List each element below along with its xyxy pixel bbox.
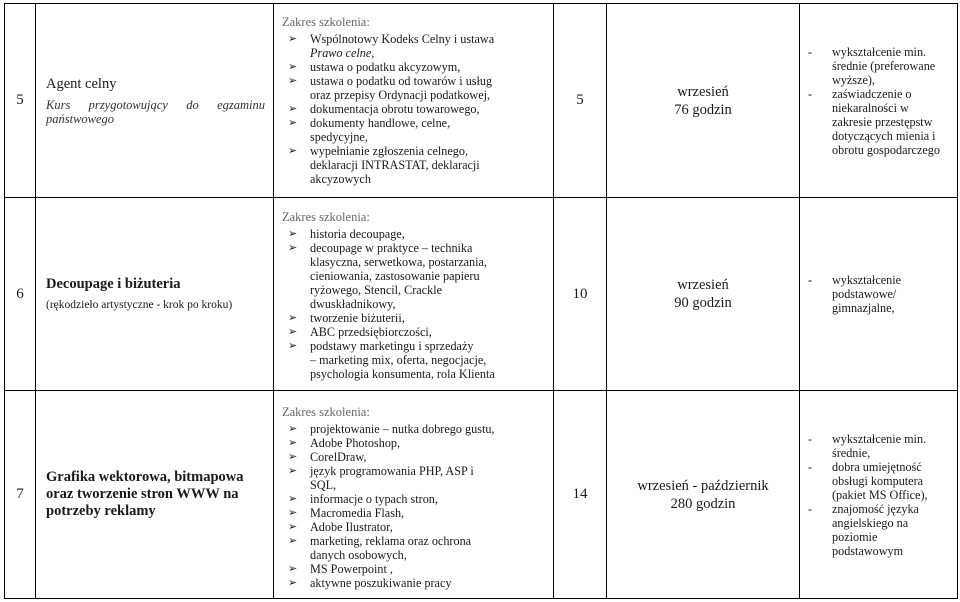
total-hours: 280 godzin <box>670 495 736 512</box>
course-subtitle: (rękodzieło artystyczne - krok po kroku) <box>46 299 233 311</box>
list-item: ➢ tworzenie biżuterii, <box>282 311 547 325</box>
table-row <box>5 4 958 198</box>
row-number: 6 <box>5 198 36 391</box>
list-item: danych osobowych, <box>310 548 407 562</box>
list-item: ➢ historia decoupage, <box>282 227 547 241</box>
list-item: deklaracji INTRASTAT, deklaracji <box>310 158 480 172</box>
program-list <box>282 422 547 590</box>
list-item: ➢ dokumenty handlowe, celne, <box>282 116 547 130</box>
list-item: ➢ dokumentacja obrotu towarowego, <box>282 102 547 116</box>
program-cell <box>274 391 554 599</box>
requirements-cell <box>800 391 958 599</box>
list-item: spedycyjne, <box>310 130 368 144</box>
list-item: ➢ ustawa o podatku akcyzowym, <box>282 60 547 74</box>
program-list <box>282 32 547 186</box>
course-name-cell <box>36 4 274 198</box>
list-item: ➢ projektowanie – nutka dobrego gustu, <box>282 422 547 436</box>
list-item: Prawo celne, <box>310 46 375 60</box>
list-item: ➢ CorelDraw, <box>282 450 547 464</box>
schedule-cell <box>607 4 800 198</box>
course-title: Grafika wektorowa, bitmapowa oraz tworzenie stron WWW na potrzeby reklamy <box>46 469 244 519</box>
list-item: ➢ MS Powerpoint , <box>282 562 547 576</box>
requirements-cell <box>800 4 958 198</box>
list-item: ➢ decoupage w praktyce – technika <box>282 241 547 255</box>
row-number: 5 <box>5 4 36 198</box>
total-hours: 90 godzin <box>674 295 732 311</box>
list-item: ➢ Macromedia Flash, <box>282 506 547 520</box>
list-item: oraz przepisy Ordynacji podatkowej, <box>310 88 491 102</box>
list-item: - zaświadczenie o niekaralności w zakresie przestępstw dotyczących mienia i obrotu gospodarczego <box>808 87 949 157</box>
requirements-list <box>808 273 949 315</box>
course-title: Decoupage i biżuteria <box>46 276 181 292</box>
list-item: ➢ marketing, reklama oraz ochrona <box>282 534 547 548</box>
list-item: - wykształcenie min. średnie (preferowane wyższe), <box>808 45 949 87</box>
course-subtitle: Kurs przygotowujący do egzaminu państwowego <box>46 97 265 126</box>
course-name-cell <box>36 391 274 599</box>
hours-cell: 10 <box>554 198 607 391</box>
list-item: ➢ ABC przedsiębiorczości, <box>282 325 547 339</box>
list-item: – marketing mix, oferta, negocjacje, <box>310 353 487 367</box>
list-item: - dobra umiejętność obsługi komputera (pakiet MS Office), <box>808 460 949 502</box>
list-item: ➢ ustawa o podatku od towarów i usług <box>282 74 547 88</box>
month-label: wrzesień <box>677 83 729 100</box>
list-item: psychologia konsumenta, rola Klienta <box>310 367 495 381</box>
program-cell <box>274 4 554 198</box>
list-item: ➢ język programowania PHP, ASP i <box>282 464 547 478</box>
list-item: cieniowania, zastosowanie papieru <box>310 269 480 283</box>
schedule-cell <box>607 198 800 391</box>
course-title: Agent celny <box>46 75 117 92</box>
requirements-cell <box>800 198 958 391</box>
list-item: ➢ informacje o typach stron, <box>282 492 547 506</box>
list-item: - wykształcenie min. średnie, <box>808 432 949 460</box>
list-item: SQL, <box>310 478 337 492</box>
hours-cell: 5 <box>554 4 607 198</box>
course-name-cell <box>36 198 274 391</box>
courses-table <box>4 3 958 599</box>
list-item: ➢ Adobe Ilustrator, <box>282 520 547 534</box>
list-item: ➢ Wspólnotowy Kodeks Celny i ustawa <box>282 32 547 46</box>
list-item: ➢ Adobe Photoshop, <box>282 436 547 450</box>
list-item: ➢ podstawy marketingu i sprzedaży <box>282 339 547 353</box>
program-heading: Zakres szkolenia: <box>282 405 370 419</box>
row-number: 7 <box>5 391 36 599</box>
list-item: akcyzowych <box>310 172 371 186</box>
program-cell <box>274 198 554 391</box>
table-row <box>5 391 958 599</box>
program-heading: Zakres szkolenia: <box>282 210 370 224</box>
list-item: - wykształcenie podstawowe/ gimnazjalne, <box>808 273 949 315</box>
list-item: dwuskładnikowy, <box>310 297 396 311</box>
list-item: ryżowego, Stencil, Crackle <box>310 283 442 297</box>
list-item: ➢ aktywne poszukiwanie pracy <box>282 576 547 590</box>
list-item: - znajomość języka angielskiego na poziomie podstawowym <box>808 502 949 558</box>
program-heading: Zakres szkolenia: <box>282 15 370 29</box>
month-label: wrzesień <box>677 277 729 293</box>
hours-cell: 14 <box>554 391 607 599</box>
table-row <box>5 198 958 391</box>
list-item: ➢ wypełnianie zgłoszenia celnego, <box>282 144 547 158</box>
requirements-list <box>808 45 949 157</box>
month-label: wrzesień - październik <box>637 477 769 494</box>
list-item: klasyczna, serwetkowa, postarzania, <box>310 255 487 269</box>
schedule-cell <box>607 391 800 599</box>
total-hours: 76 godzin <box>674 101 732 118</box>
requirements-list <box>808 432 949 558</box>
program-list <box>282 227 547 381</box>
